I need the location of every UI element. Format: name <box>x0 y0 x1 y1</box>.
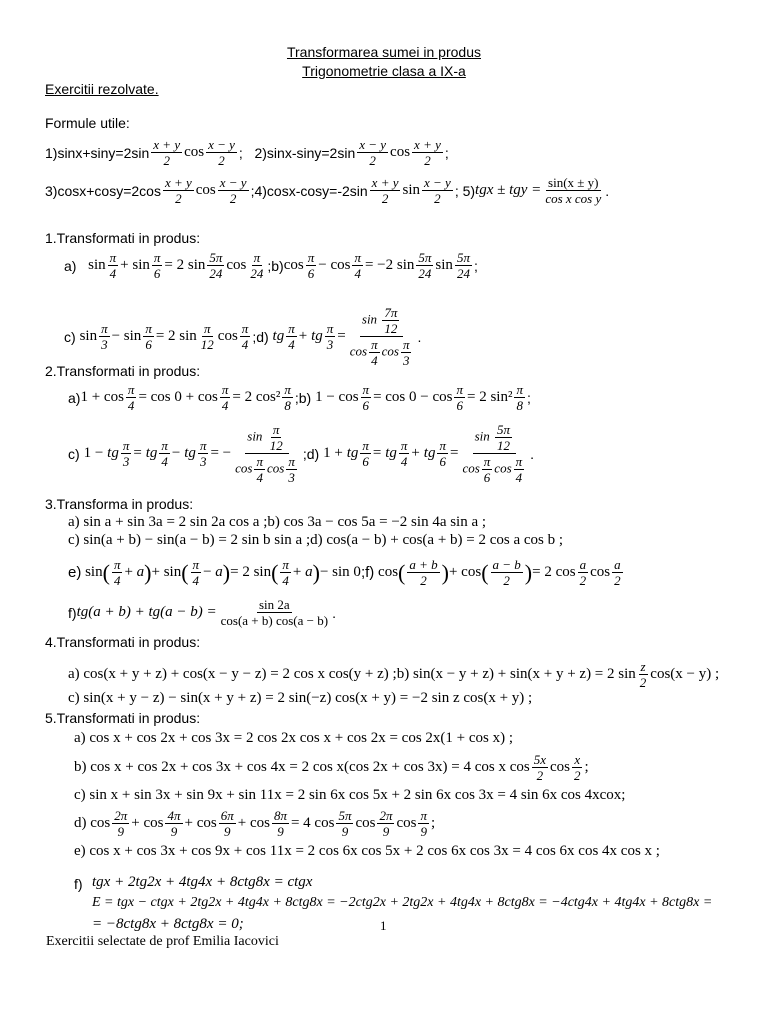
fraction: $\frac{x - y}{2}$ <box>219 175 247 206</box>
fraction: $\frac{x + y}{2}$ <box>164 175 192 206</box>
document-title: Transformarea sumei in produs <box>286 44 481 60</box>
solved-heading: Exercitii rezolvate. <box>45 81 159 97</box>
exercise-4-heading: 4.Transformati in produs: <box>45 634 201 650</box>
document-subtitle: Trigonometrie clasa a IX-a <box>302 63 466 79</box>
formula-3-label: 3)cosx+cosy=2cos <box>45 182 161 199</box>
exercise-5-f-label: f) <box>74 876 83 892</box>
fraction: $\frac{x - y}{2}$ <box>359 137 387 168</box>
fraction: $\frac{x + y}{2}$ <box>371 175 399 206</box>
footer-author: Exercitii selectate de prof Emilia Iacovici <box>46 934 279 949</box>
fraction: $\frac{x - y}{2}$ <box>424 175 451 206</box>
exercise-3-line-a: a) sin a + sin 3a = 2 sin 2a cos a ;b) cos 3a − cos 5a = −2 sin 4a sin a ; <box>68 514 487 530</box>
fraction: $\frac{x - y}{2}$ <box>208 137 235 168</box>
exercise-1-line-c: c) sin $\frac{\pi}{3}$ − sin $\frac{\pi}{6}$ = 2 sin $\frac{\pi}{12}$ cos $\frac{\pi}{4}$ ;d) tg $\frac{\pi}{4}$ + tg $\frac{\pi}{3}$ = sin $\frac{7\pi}{12}$ cos $\frac{\pi}{4}$ cos $\frac{\pi}{3}$ . <box>64 305 422 368</box>
formula-5-lhs: tgx ± tgy = <box>475 182 542 198</box>
exercise-3-line-f: f) tg(a + b) + tg(a − b) = $\frac{\sin 2a}{\cos(a + b) \cos(a - b)}$ . <box>68 597 336 628</box>
fraction: $\frac{x + y}{2}$ <box>414 137 441 168</box>
exercise-4-line-c: c) sin(x + y − z) − sin(x + y + z) = 2 sin(−z) cos(x + y) = −2 sin z cos(x + y) ; <box>68 690 533 706</box>
formula-line-1: 1)sinx+siny=2sin $\frac{x + y}{2}$ cos $\frac{x - y}{2}$ ; 2)sinx-siny=2sin $\frac{x - y}{2}$ cos $\frac{x + y}{2}$ ; <box>45 137 449 168</box>
exercise-1-line-a: a) sin $\frac{\pi}{4}$ + sin $\frac{\pi}{6}$ = 2 sin $\frac{5\pi}{24}$ cos $\frac{\pi}{24}$ ;b) cos $\frac{\pi}{6}$ − cos $\frac{\pi}{4}$ = −2 sin $\frac{5\pi}{24}$ sin $\frac{5\pi}{24}$ ; <box>64 250 478 281</box>
exercise-4-line-a: a) cos(x + y + z) + cos(x − y − z) = 2 cos x cos(y + z) ;b) sin(x − y + z) + sin(x + y + z) = 2 sin $\frac{z}{2}$ cos(x − y) ; <box>68 659 720 690</box>
fraction: $\frac{\sin 2a}{\cos(a + b) \cos(a - b)}$ <box>220 597 329 628</box>
exercise-1-heading: 1.Transformati in produs: <box>45 230 201 246</box>
formula-4-label: ;4)cosx-cosy=-2sin <box>250 182 368 199</box>
page-number: 1 <box>380 918 387 933</box>
exercise-5-f-line-1: tgx + 2tg2x + 4tg4x + 8ctg8x = ctgx <box>92 874 313 890</box>
exercise-5-line-c: c) sin x + sin 3x + sin 9x + sin 11x = 2 sin 6x cos 5x + 2 sin 6x cos 3x = 4 sin 6x cos 4xcox; <box>74 787 626 803</box>
exercise-2-line-a: a) 1 + cos $\frac{\pi}{4}$ = cos 0 + cos $\frac{\pi}{4}$ = 2 cos² $\frac{\pi}{8}$ ;b) 1 − cos $\frac{\pi}{6}$ = cos 0 − cos $\frac{\pi}{6}$ = 2 sin² $\frac{\pi}{8}$ ; <box>68 382 531 413</box>
exercise-2-line-c: c) 1 − tg $\frac{\pi}{3}$ = tg $\frac{\pi}{4}$ − tg $\frac{\pi}{3}$ = − sin $\frac{\pi}{12}$ cos $\frac{\pi}{4}$ cos $\frac{\pi}{3}$ ;d) 1 + tg $\frac{\pi}{6}$ = tg $\frac{\pi}{4}$ + tg $\frac{\pi}{6}$ = sin $\frac{5\pi}{12}$ cos $\frac{\pi}{6}$ cos $\frac{\pi}{4}$ . <box>68 422 535 485</box>
fraction: $\frac{x + y}{2}$ <box>153 137 181 168</box>
exercise-2-heading: 2.Transformati in produs: <box>45 363 201 379</box>
exercise-5-f-line-3: = −8ctg8x + 8ctg8x = 0; <box>92 916 244 932</box>
formula-5-fraction: $\frac{\sin(x \pm y)}{\text{cos x cos y}}$ <box>545 175 602 206</box>
formula-5-label: ; 5) <box>454 182 476 199</box>
formulas-heading: Formule utile: <box>45 115 130 131</box>
exercise-5-line-b: b) cos x + cos 2x + cos 3x + cos 4x = 2 cos x(cos 2x + cos 3x) = 4 cos x cos $\frac{5x}{2}$ cos $\frac{x}{2}$ ; <box>74 752 589 783</box>
exercise-5-f-line-2: E = tgx − ctgx + 2tg2x + 4tg4x + 8ctg8x = −2ctg2x + 2tg2x + 4tg4x + 8ctg8x = −4ctg4x + 4tg4x + 8ctg8x = <box>92 895 713 910</box>
exercise-3-heading: 3.Transforma in produs: <box>45 496 194 512</box>
exercise-5-heading: 5.Transformati in produs: <box>45 710 201 726</box>
exercise-3-line-e: e) sin ( $\frac{\pi}{4}$ + a ) + sin ( $\frac{\pi}{4}$ − a ) = 2 sin ( $\frac{\pi}{4}$ + a ) − sin 0 ;f) cos ( $\frac{a + b}{2}$ ) + cos ( $\frac{a - b}{2}$ ) = 2 cos $\frac{a}{2}$ cos $\frac{a}{2}$ <box>68 557 621 588</box>
exercise-5-line-a: a) cos x + cos 2x + cos 3x = 2 cos 2x cos x + cos 2x = cos 2x(1 + cos x) ; <box>74 730 514 746</box>
exercise-3-line-c: c) sin(a + b) − sin(a − b) = 2 sin b sin a ;d) cos(a − b) + cos(a + b) = 2 cos a cos b ; <box>68 532 564 548</box>
formula-2-label: 2)sinx-siny=2sin <box>254 144 356 161</box>
formula-line-2: 3)cosx+cosy=2cos $\frac{x + y}{2}$ cos $\frac{x - y}{2}$ ;4)cosx-cosy=-2sin $\frac{x + y}{2}$ sin $\frac{x - y}{2}$ ; 5) tgx ± tgy = $\frac{\sin(x \pm y)}{\text{cos x cos y}}$ . <box>45 175 610 206</box>
exercise-5-line-e: e) cos x + cos 3x + cos 9x + cos 11x = 2 cos 6x cos 5x + 2 cos 6x cos 3x = 4 cos 6x cos 4x cos x ; <box>74 843 660 859</box>
formula-1-label: 1)sinx+siny=2sin <box>45 144 150 161</box>
exercise-5-line-d: d) cos $\frac{2\pi}{9}$ + cos $\frac{4\pi}{9}$ + cos $\frac{6\pi}{9}$ + cos $\frac{8\pi}{9}$ = 4 cos $\frac{5\pi}{9}$ cos $\frac{2\pi}{9}$ cos $\frac{\pi}{9}$ ; <box>74 808 436 839</box>
